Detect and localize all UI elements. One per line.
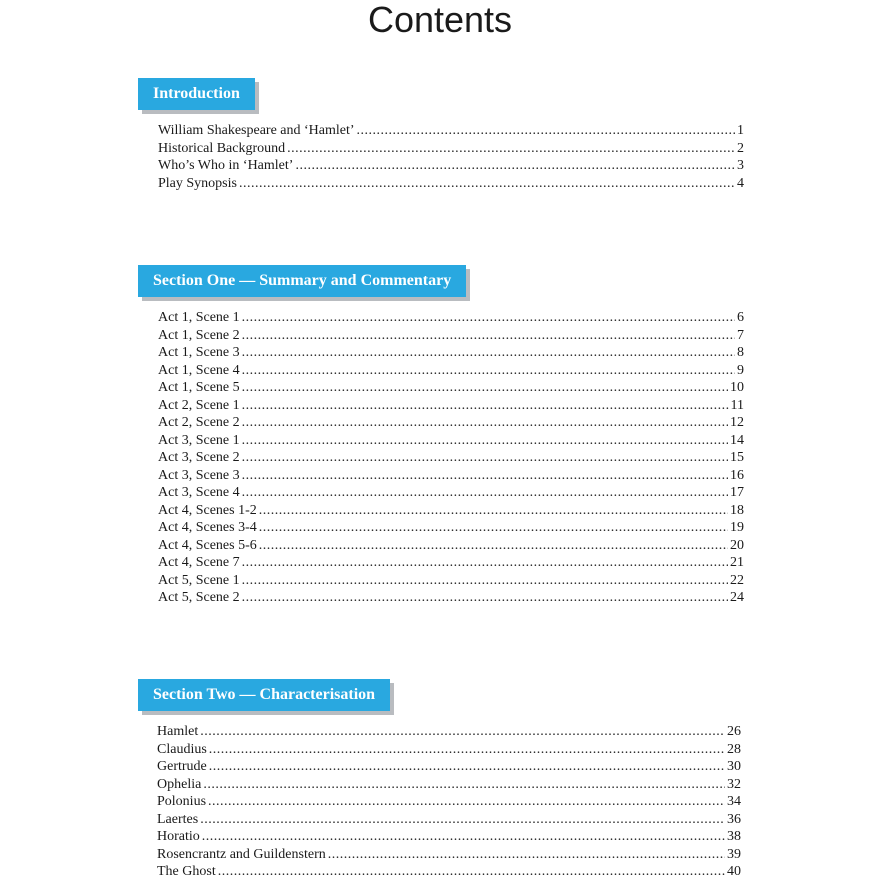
toc-entry-page-number: 12	[730, 415, 744, 430]
toc-entry-page-number: 26	[727, 724, 741, 739]
toc-entry-label: Act 4, Scene 7	[158, 555, 240, 570]
toc-entry-label: The Ghost	[157, 864, 216, 879]
toc-entry[interactable]	[158, 432, 744, 450]
dot-leader	[242, 589, 728, 607]
toc-entry-page-number: 16	[730, 467, 744, 483]
toc-entry-label: Claudius	[157, 741, 207, 757]
toc-entry[interactable]	[157, 776, 741, 794]
dot-leader	[200, 811, 725, 829]
toc-entry-page-number: 20	[730, 537, 744, 553]
dot-leader	[242, 414, 728, 432]
toc-entry-page-number: 28	[727, 741, 741, 757]
toc-entry-page-number: 4	[737, 175, 744, 191]
dot-leader	[242, 344, 735, 362]
toc-entry[interactable]	[158, 327, 744, 345]
toc-entry[interactable]	[158, 362, 744, 380]
toc-entry-page-number: 40	[727, 864, 741, 879]
dot-leader	[209, 741, 725, 759]
toc-entry-label: Act 3, Scene 1	[158, 432, 240, 448]
toc-entry[interactable]	[158, 397, 744, 415]
toc-entry-page-number: 30	[727, 759, 741, 774]
toc-entry-label: William Shakespeare and ‘Hamlet’	[158, 123, 355, 138]
dot-leader	[287, 140, 735, 158]
toc-entry-label: Act 3, Scene 2	[158, 450, 240, 465]
toc-entry-label: Act 1, Scene 2	[158, 327, 240, 343]
toc-entry[interactable]	[158, 502, 744, 520]
toc-entry-label: Act 1, Scene 4	[158, 362, 240, 378]
toc-entry[interactable]	[157, 723, 741, 741]
dot-leader	[242, 362, 735, 380]
toc-entry-page-number: 14	[730, 432, 744, 448]
dot-leader	[242, 327, 735, 345]
toc-entry[interactable]	[158, 122, 744, 140]
toc-entry[interactable]	[158, 175, 744, 193]
toc-entry-label: Act 2, Scene 1	[158, 397, 240, 413]
toc-entry-label: Play Synopsis	[158, 175, 237, 191]
toc-entry-label: Ophelia	[157, 776, 202, 792]
toc-entry-page-number: 18	[730, 502, 744, 518]
toc-entry-label: Hamlet	[157, 724, 199, 739]
dot-leader	[242, 554, 728, 572]
toc-entry[interactable]	[157, 811, 741, 829]
toc-entry-page-number: 10	[730, 380, 744, 395]
toc-entry-label: Rosencrantz and Guildenstern	[157, 846, 326, 862]
toc-entry[interactable]	[157, 758, 741, 776]
dot-leader	[218, 863, 725, 881]
toc-entry-label: Act 4, Scenes 1-2	[158, 502, 257, 518]
toc-entry-page-number: 21	[730, 555, 744, 570]
toc-entry-label: Polonius	[157, 794, 207, 809]
toc-entry-page-number: 6	[737, 310, 744, 325]
dot-leader	[200, 723, 725, 741]
toc-entry-label: Who’s Who in ‘Hamlet’	[158, 158, 294, 173]
toc-entry[interactable]	[158, 589, 744, 607]
toc-entry[interactable]	[158, 344, 744, 362]
toc-entry-page-number: 24	[730, 590, 744, 605]
toc-entry[interactable]	[158, 414, 744, 432]
toc-entry-page-number: 38	[727, 829, 741, 844]
dot-leader	[202, 828, 725, 846]
toc-entry-label: Act 4, Scenes 5-6	[158, 537, 257, 553]
dot-leader	[328, 846, 725, 864]
toc-entry-page-number: 15	[730, 450, 744, 465]
toc-entry-label: Act 5, Scene 2	[158, 590, 240, 605]
toc-entry-page-number: 32	[727, 776, 741, 792]
dot-leader	[242, 379, 728, 397]
toc-entry-label: Act 4, Scenes 3-4	[158, 520, 257, 535]
toc-entry-label: Gertrude	[157, 759, 207, 774]
dot-leader	[239, 175, 735, 193]
toc-entry[interactable]	[157, 846, 741, 864]
toc-entry[interactable]	[157, 741, 741, 759]
toc-list	[158, 309, 744, 607]
dot-leader	[242, 449, 728, 467]
dot-leader	[259, 537, 728, 555]
section-heading: Section Two — Characterisation	[138, 679, 390, 711]
toc-entry-page-number: 3	[737, 158, 744, 173]
toc-entry[interactable]	[158, 554, 744, 572]
toc-entry-label: Act 2, Scene 2	[158, 415, 240, 430]
toc-entry[interactable]	[158, 379, 744, 397]
toc-entry-page-number: 39	[727, 846, 741, 862]
toc-entry[interactable]	[158, 140, 744, 158]
toc-entry-label: Act 3, Scene 3	[158, 467, 240, 483]
dot-leader	[242, 432, 728, 450]
toc-entry-page-number: 7	[737, 327, 744, 343]
dot-leader	[259, 519, 728, 537]
toc-entry[interactable]	[158, 449, 744, 467]
dot-leader	[259, 502, 728, 520]
dot-leader	[208, 793, 725, 811]
toc-entry-page-number: 2	[737, 140, 744, 156]
toc-entry-page-number: 8	[737, 345, 744, 360]
toc-entry[interactable]	[158, 309, 744, 327]
toc-entry-page-number: 19	[730, 520, 744, 535]
dot-leader	[242, 484, 728, 502]
dot-leader	[242, 397, 729, 415]
toc-list	[157, 723, 741, 881]
toc-entry[interactable]	[158, 467, 744, 485]
toc-entry-label: Act 1, Scene 5	[158, 380, 240, 395]
section-heading: Introduction	[138, 78, 255, 110]
toc-entry-label: Act 1, Scene 3	[158, 345, 240, 360]
toc-entry-page-number: 11	[730, 397, 744, 413]
toc-list	[158, 122, 744, 192]
dot-leader	[242, 572, 728, 590]
toc-entry[interactable]	[158, 572, 744, 590]
dot-leader	[203, 776, 725, 794]
page-title: Contents	[367, 0, 513, 40]
toc-entry[interactable]	[158, 519, 744, 537]
dot-leader	[242, 467, 728, 485]
toc-entry[interactable]	[157, 863, 741, 881]
dot-leader	[357, 122, 735, 140]
dot-leader	[295, 157, 735, 175]
toc-entry[interactable]	[158, 157, 744, 175]
dot-leader	[242, 309, 735, 327]
toc-entry[interactable]	[158, 484, 744, 502]
toc-entry-page-number: 36	[727, 811, 741, 827]
section-heading: Section One — Summary and Commentary	[138, 265, 466, 297]
toc-entry-label: Act 5, Scene 1	[158, 572, 240, 588]
toc-entry[interactable]	[157, 793, 741, 811]
toc-entry-label: Act 1, Scene 1	[158, 310, 240, 325]
toc-entry-page-number: 1	[737, 123, 744, 138]
dot-leader	[209, 758, 725, 776]
toc-entry-label: Laertes	[157, 811, 199, 827]
toc-entry[interactable]	[158, 537, 744, 555]
toc-entry-label: Horatio	[157, 829, 200, 844]
toc-entry-page-number: 34	[727, 794, 741, 809]
toc-entry-page-number: 9	[737, 362, 744, 378]
toc-entry-label: Historical Background	[158, 140, 286, 156]
toc-entry-page-number: 22	[730, 572, 744, 588]
toc-entry-label: Act 3, Scene 4	[158, 485, 240, 500]
toc-entry-page-number: 17	[730, 485, 744, 500]
toc-entry[interactable]	[157, 828, 741, 846]
